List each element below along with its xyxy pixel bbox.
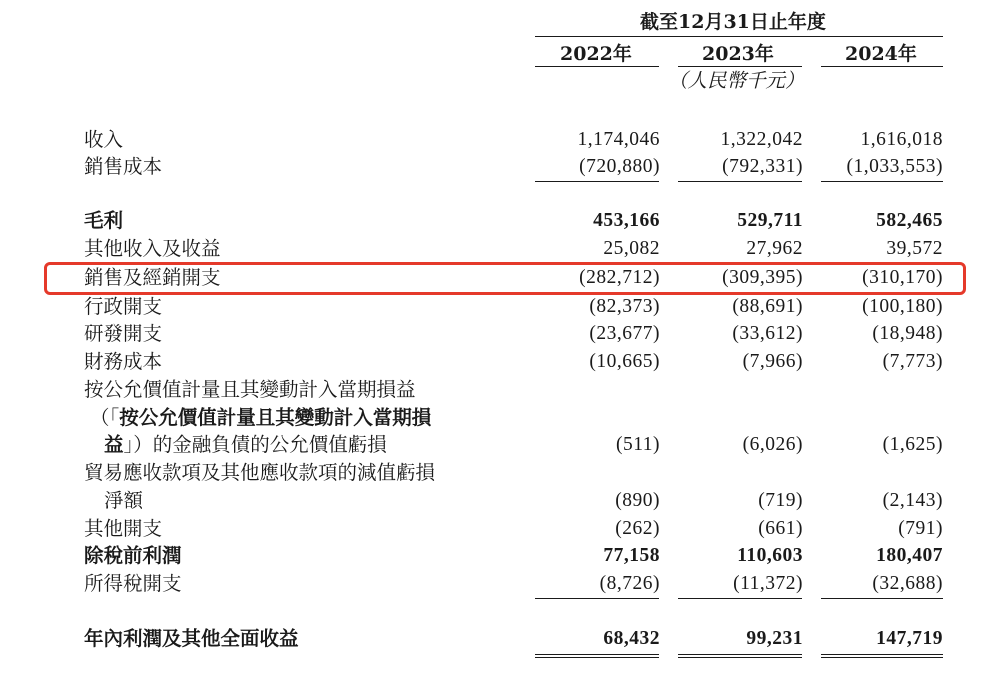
cell-gross-profit-2022: 453,166 [593,210,660,231]
fvtpl-line3-bold: 益 [104,433,124,456]
row-label-impairment-line2: 淨額 [104,489,144,512]
period-heading-rule [535,36,943,37]
cell-cost-of-sales-2024: (1,033,553) [846,156,943,177]
total-double-rule-2023 [678,654,802,658]
row-label-income-tax: 所得稅開支 [84,572,182,595]
cell-profit-for-year-2022: 68,432 [603,628,660,649]
row-label-cost-of-sales: 銷售成本 [84,155,163,178]
cell-admin-expenses-2023: (88,691) [732,296,803,317]
total-double-rule-2024 [821,654,943,658]
cell-other-income-2023: 27,962 [746,238,803,259]
cell-selling-expenses-2022: (282,712) [579,267,660,288]
year-rule-2024 [821,66,943,67]
row-label-fvtpl-line1: 按公允價值計量且其變動計入當期損益 [84,378,416,401]
cell-cost-of-sales-2023: (792,331) [722,156,803,177]
cell-revenue-2022: 1,174,046 [577,129,660,150]
pretotal-rule-2023 [678,598,802,599]
cell-income-tax-2023: (11,372) [733,573,803,594]
cell-selling-expenses-2023: (309,395) [722,267,803,288]
total-double-rule-2022 [535,654,659,658]
cell-impairment-2023: (719) [758,490,803,511]
cell-income-tax-2022: (8,726) [599,573,660,594]
row-label-other-income: 其他收入及收益 [84,237,221,260]
cell-profit-before-tax-2023: 110,603 [737,545,803,566]
fvtpl-line2-bold: 按公允價值計量且其變動計入當期損 [119,406,432,429]
cell-other-expenses-2022: (262) [615,518,660,539]
cell-profit-before-tax-2024: 180,407 [876,545,943,566]
row-label-fvtpl-line2 [90,405,431,431]
cell-cost-of-sales-2022: (720,880) [579,156,660,177]
cell-gross-profit-2023: 529,711 [737,210,803,231]
cell-fvtpl-2023: (6,026) [742,434,803,455]
row-label-impairment-line1: 貿易應收款項及其他應收款項的減值虧損 [84,461,436,484]
subtotal-rule-2024 [821,181,943,182]
cell-finance-costs-2023: (7,966) [742,351,803,372]
row-label-finance-costs: 財務成本 [84,350,163,373]
unit-label: （人民幣千元） [668,69,805,92]
row-label-fvtpl-line3 [104,432,387,458]
year-rule-2023 [678,66,802,67]
row-label-revenue: 收入 [84,128,124,151]
cell-admin-expenses-2022: (82,373) [589,296,660,317]
cell-income-tax-2024: (32,688) [872,573,943,594]
year-header-2023: 2023年 [702,43,774,65]
row-label-selling-expenses: 銷售及經銷開支 [84,266,221,289]
cell-impairment-2024: (2,143) [882,490,943,511]
subtotal-rule-2023 [678,181,802,182]
cell-profit-before-tax-2022: 77,158 [603,545,660,566]
row-label-profit-for-year: 年內利潤及其他全面收益 [84,627,299,650]
row-label-admin-expenses: 行政開支 [84,295,163,318]
cell-rd-expenses-2023: (33,612) [732,323,803,344]
cell-gross-profit-2024: 582,465 [876,210,943,231]
cell-finance-costs-2024: (7,773) [882,351,943,372]
cell-rd-expenses-2022: (23,677) [589,323,660,344]
cell-rd-expenses-2024: (18,948) [872,323,943,344]
cell-finance-costs-2022: (10,665) [589,351,660,372]
row-label-rd-expenses: 研發開支 [84,322,163,345]
pretotal-rule-2024 [821,598,943,599]
cell-revenue-2023: 1,322,042 [720,129,803,150]
cell-profit-for-year-2023: 99,231 [746,628,803,649]
cell-selling-expenses-2024: (310,170) [862,267,943,288]
year-rule-2022 [535,66,659,67]
cell-profit-for-year-2024: 147,719 [876,628,943,649]
cell-other-expenses-2023: (661) [758,518,803,539]
cell-fvtpl-2022: (511) [615,434,660,455]
subtotal-rule-2022 [535,181,659,182]
cell-other-income-2024: 39,572 [886,238,943,259]
row-label-profit-before-tax: 除稅前利潤 [84,544,182,567]
fvtpl-line2-prefix: （「 [90,406,120,429]
year-header-2024: 2024年 [845,43,917,65]
cell-impairment-2022: (890) [615,490,660,511]
cell-admin-expenses-2024: (100,180) [862,296,943,317]
row-label-gross-profit: 毛利 [84,209,124,232]
pretotal-rule-2022 [535,598,659,599]
cell-fvtpl-2024: (1,625) [882,434,943,455]
cell-other-income-2022: 25,082 [603,238,660,259]
cell-other-expenses-2024: (791) [898,518,943,539]
period-heading: 截至12月31日止年度 [640,11,826,33]
fvtpl-line3-rest: 」）的金融負債的公允價值虧損 [123,433,387,456]
row-label-other-expenses: 其他開支 [84,517,163,540]
year-header-2022: 2022年 [560,43,632,65]
cell-revenue-2024: 1,616,018 [860,129,943,150]
